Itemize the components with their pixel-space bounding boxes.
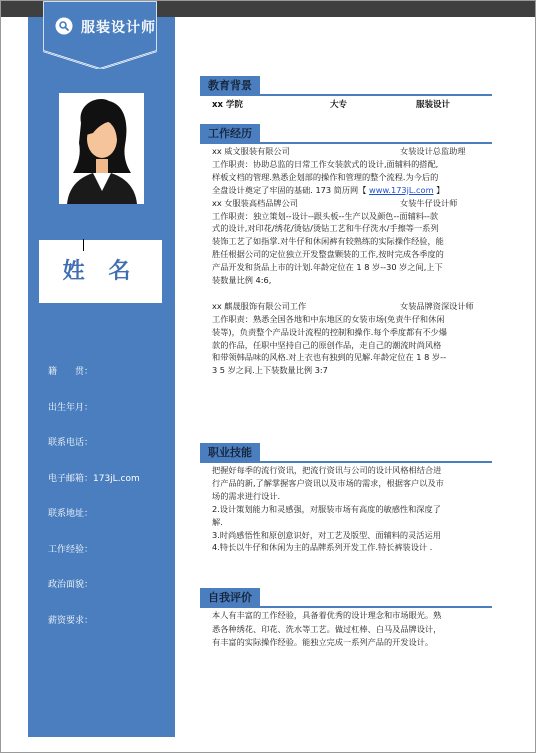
section-heading-label: 自我评价: [200, 588, 260, 608]
avatar-icon: [59, 93, 144, 204]
job-line: 装数量比例 4:6,: [212, 275, 272, 286]
education-major: 服装设计: [416, 100, 451, 110]
job-header: [212, 145, 494, 158]
skill-line: 3.时尚感悟性和原创意识好，对工艺及版型、面辅料的灵活运用: [212, 529, 441, 540]
education-school: xx 学院: [212, 100, 243, 110]
avatar: [59, 93, 144, 204]
job-line-text: 全盘设计奠定了牢固的基础. 173 简历网【: [212, 184, 370, 195]
title-tab: [43, 1, 157, 69]
info-birth-date: 出生年月：: [48, 402, 94, 413]
skill-line: 解.: [212, 516, 223, 527]
search-icon: [55, 17, 73, 35]
info-native-place: 籍 贯：: [48, 367, 94, 377]
job-line: 样板文档的管理.熟悉企划部的操作和管理的整个流程.为今后的: [212, 171, 439, 182]
job-company: xx 女服装高档品牌公司: [212, 197, 298, 208]
info-email: 电子邮箱：173jL.com: [48, 473, 140, 484]
job-line: 胜任根据公司的定位独立开发整盘颗装的工作,按时完成各季度的: [212, 249, 444, 260]
job-company: xx 威文服装有限公司: [212, 146, 290, 156]
work-heading: [200, 124, 272, 144]
section-rule: [200, 142, 492, 144]
section-heading-label: 教育背景: [200, 76, 260, 96]
skill-line: 行产品的新,了解掌握客户资讯以及市场的需求，根据客户以及市: [212, 477, 444, 488]
skills-heading: [200, 443, 272, 463]
job-line: 式的设计,对印花/绣花/烫钻/烫钻工艺和牛仔洗水/手擦等一系列: [212, 223, 439, 234]
info-political-status: 政治面貌：: [48, 580, 94, 590]
job-line: 装等)，负责整个产品设计流程的控制和操作.每个季度都有不少爆: [212, 326, 448, 337]
name-box: [39, 240, 162, 303]
info-experience: 工作经验：: [48, 544, 94, 555]
job-line: 工作职责：独立策划--设计--跟头板--生产以及颜色--面辅料--款: [212, 210, 439, 221]
education-degree: 大专: [330, 100, 348, 110]
skill-line: 场的需求进行设计.: [212, 490, 281, 501]
self-eval-line: 本人有丰富的工作经验，具备着优秀的设计理念和市场眼光。熟: [212, 610, 442, 620]
candidate-name: 姓 名: [62, 259, 139, 284]
job-line: [212, 184, 494, 197]
job-line: 和带领韩品味的风格.对上衣也有独到的见解.年龄定位在 1 8 岁--: [212, 352, 447, 363]
job-title: 女装牛仔设计师: [400, 197, 458, 208]
job-title: 女装设计总监助理: [400, 146, 466, 156]
job-line: 工作职责：协助总监的日常工作女装款式的设计,面辅料的搭配,: [212, 158, 439, 169]
job-line-text: 】: [433, 184, 445, 195]
job-line: 3 5 岁之间.上下装数量比例 3:7: [212, 365, 328, 376]
self-eval-line: 悉各种绣花、印花、洗水等工艺。做过杠棒、白马及品牌设计，: [212, 623, 442, 634]
job-header: [212, 197, 494, 210]
job-company: xx 麒晟服饰有限公司工作: [212, 300, 307, 311]
job-line: 工作职责：熟悉全国各地和中东地区的女装市场(免责牛仔和休闲: [212, 313, 445, 324]
page-title: 服装设计师: [81, 20, 156, 36]
education-heading: [200, 76, 272, 96]
job-title: 女装品牌资深设计师: [400, 300, 474, 311]
work-body: [212, 145, 494, 377]
section-heading-label: 职业技能: [200, 443, 260, 463]
job-line: 款的作品，任职中坚持自己的原创作品，走自己的潮流时尚风格: [212, 339, 442, 350]
skills-body: [212, 464, 494, 554]
self-eval-heading: [200, 588, 272, 608]
spacer: [212, 287, 494, 300]
skill-line: 2.设计策划能力和灵感强，对服装市场有高度的敏感性和深度了: [212, 503, 441, 514]
section-rule: [200, 94, 492, 96]
section-rule: [200, 606, 492, 608]
section-heading-label: 工作经历: [200, 124, 260, 144]
skill-line: 4.特长以牛仔和休闲为主的品牌系列开发工作.特长裤装设计 .: [212, 542, 433, 553]
info-salary: 薪资要求：: [48, 615, 94, 626]
self-eval-body: [212, 609, 494, 650]
job-line: 装饰工艺了如指掌.对牛仔和休闲裤有较熟练的实际操作经验，能: [212, 236, 444, 247]
text-cursor: [83, 239, 84, 251]
section-rule: [200, 461, 492, 463]
info-phone: 联系电话：: [48, 438, 94, 448]
self-eval-line: 有丰富的实际操作经验。能独立完成一系列产品的开发设计。: [212, 637, 434, 647]
skill-line: 把握好每季的流行资讯，把流行资讯与公司的设计风格相结合进: [212, 465, 442, 475]
job-line: 产品开发和货品上市的计划.年龄定位在 1 8 岁--30 岁之间,上下: [212, 262, 443, 273]
info-address: 联系地址：: [48, 509, 94, 519]
personal-info-list: [48, 364, 173, 648]
job-header: [212, 300, 494, 313]
website-link[interactable]: www.173jL.com: [369, 184, 434, 195]
education-row: [212, 98, 494, 110]
